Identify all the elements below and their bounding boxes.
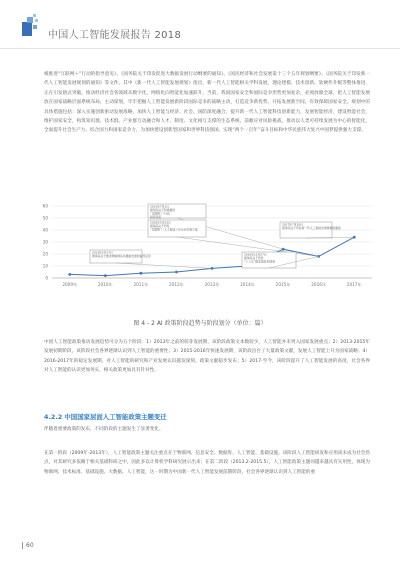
x-tick-label: 2014年 <box>240 282 255 287</box>
y-tick-label: 40 <box>42 227 48 233</box>
annotation-text: 国务院关于印发 <box>150 224 170 228</box>
annotation-text: “十三五”国家信息化规划 <box>244 259 275 264</box>
annotation-text: 2016年12月27日 <box>244 252 267 257</box>
data-point <box>104 274 107 277</box>
x-tick-label: 2010年 <box>97 282 113 287</box>
x-tick-label: 2011年 <box>133 282 149 287</box>
y-tick-label: 60 <box>42 203 48 209</box>
policy-trend-chart <box>30 200 380 300</box>
data-point <box>282 248 285 251</box>
annotation-text: 国务院关于推进物联网有序健康发展的指导意见 <box>92 254 151 258</box>
figure-caption: 图 4 - 2 AI 政策阶段趋势与阶段划分（单位：篇） <box>133 320 267 327</box>
annotation-leader <box>116 263 212 268</box>
data-point <box>68 273 71 276</box>
y-tick-label: 0 <box>45 275 48 281</box>
report-logo-icon <box>22 14 42 38</box>
annotation-text: 2013年2月17日 <box>92 250 113 255</box>
page-number-text: 60 <box>26 542 34 549</box>
x-tick-label: 2015年 <box>275 282 291 287</box>
annotation-text: 2017年7月20日 <box>282 222 303 227</box>
annotation-text: 国务院关于积极推进 <box>150 208 176 212</box>
x-tick-label: 2016年 <box>311 282 327 287</box>
annotation-text: “互联网＋”行动 <box>150 211 170 216</box>
body-paragraph-3: 伴随着重要政策的发布，不同阶段的主题发生了显著变化。 <box>44 427 164 432</box>
page-number <box>22 542 34 549</box>
annotation-text: 国务院关于印发 <box>244 256 264 260</box>
annotation-text: “互联网＋”人工智能三年行动实施方案 <box>150 227 198 232</box>
annotation-text: 2015年7月1日 <box>150 204 170 209</box>
x-tick-label: 2012年 <box>169 282 184 287</box>
body-paragraph-2: 中国人工智能政策推动发展趋势可分为五个阶段：1）2013年之前的萌芽发展期，该阶段政策文本数较少，人工智能并未列入国家发展重点；2）2013-2015年发展初期阶段，该阶段社会各界逐渐认识到人工智能的重要性；3）2015-2016年快速发展期，该阶段出台了大量政策文献，发展人工智能上升为国家战略；4）2016-2017年的稳定发展期，对人工智能的研究和产业发展认识越发深刻，政策文献稳步发布；5）2017-至今，该阶段提升了人工智能发展的高度，社会各界对人工智能的认识更加务实，相关政策更加具有针对性。 <box>44 340 370 374</box>
x-tick-label: 2017年 <box>346 282 362 287</box>
data-point <box>139 272 142 275</box>
data-point <box>175 271 178 274</box>
annotation-text: 2016年5月23日 <box>150 220 171 225</box>
y-tick-label: 20 <box>42 251 48 257</box>
report-title: 中国人工智能发展报告 2018 <box>48 30 182 41</box>
y-tick-label: 10 <box>42 263 48 269</box>
y-tick-label: 50 <box>42 215 48 221</box>
body-paragraph-4: 在第一阶段（2009年-2013年），人工智能政策主题关注重点在于物联网、信息安全、数据库、人工智能、基础设施。该阶段人工智能研发和应用尚未成为社会热点，对其研究多依赖于相关基础科研之中，因此多以计算机学科研究展示出来；在第二阶段（2013.2-2015.5），人工智能政策主题词越来越具有实用性，体现为物联网、技术标准、基础设施、大数据、人工智能，这一时期为中国新一代人工智能发展前期阶段，社会各界逐渐认识到人工智能的重 <box>44 451 370 475</box>
annotation-text: 指导意见 <box>150 214 162 219</box>
annotation-text: 国务院关于印发新一代人工智能发展规划的通知 <box>282 226 341 230</box>
section-title: 4.2.2 中国国家层面人工智能政策主题变迁 <box>44 413 167 421</box>
body-paragraph-1: 根推进“互联网＋”行动的指导意见》、《国务院关于印发促进大数据发展行动纲要的通知》、《国民经济和社会发展第十三个五年规划纲要》、《国务院关于印发新一代人工智能发展规划的通知》等文件。其中《新一代人工智能发展规划》指出，新一代人工智能相关学科发展、理论建模、技术创新、软硬件升级等整体推进，正在引发链式突破，推动经济社会各领域从数字化、网络化向智能化加速跃升。当前，我国国家安全和国际竞争形势更加复杂，必须放眼全球，把人工智能发展放在国家战略层面系统布局、主动谋划，牢牢把握人工智能发展新阶段国际竞争的战略主动，打造竞争新优势、开拓发展新空间，有效保障国家安全。规划中的具体措施包括：深入实施创新驱动发展战略，加快人工智能与经济、社会、国防深度融合，提升新一代人工智能科技创新能力，发展智能经济，建设智能社会，维护国家安全，构筑知识群、技术群、产业群互动融合和人才、制度、文化相互支撑的生态系统，前瞻应对风险挑战，推动以人类可持续发展为中心的智能化，全面提升社会生产力、综合国力和国家竞争力，为加快建设创新型国家和世界科技强国、实现“两个一百年”奋斗目标和中华民族伟大复兴中国梦提供强大支撑。 <box>44 72 370 134</box>
x-tick-label: 2009年 <box>62 282 78 287</box>
y-tick-label: 30 <box>42 239 48 245</box>
x-tick-label: 2013年 <box>204 282 220 287</box>
header-divider <box>0 48 400 49</box>
